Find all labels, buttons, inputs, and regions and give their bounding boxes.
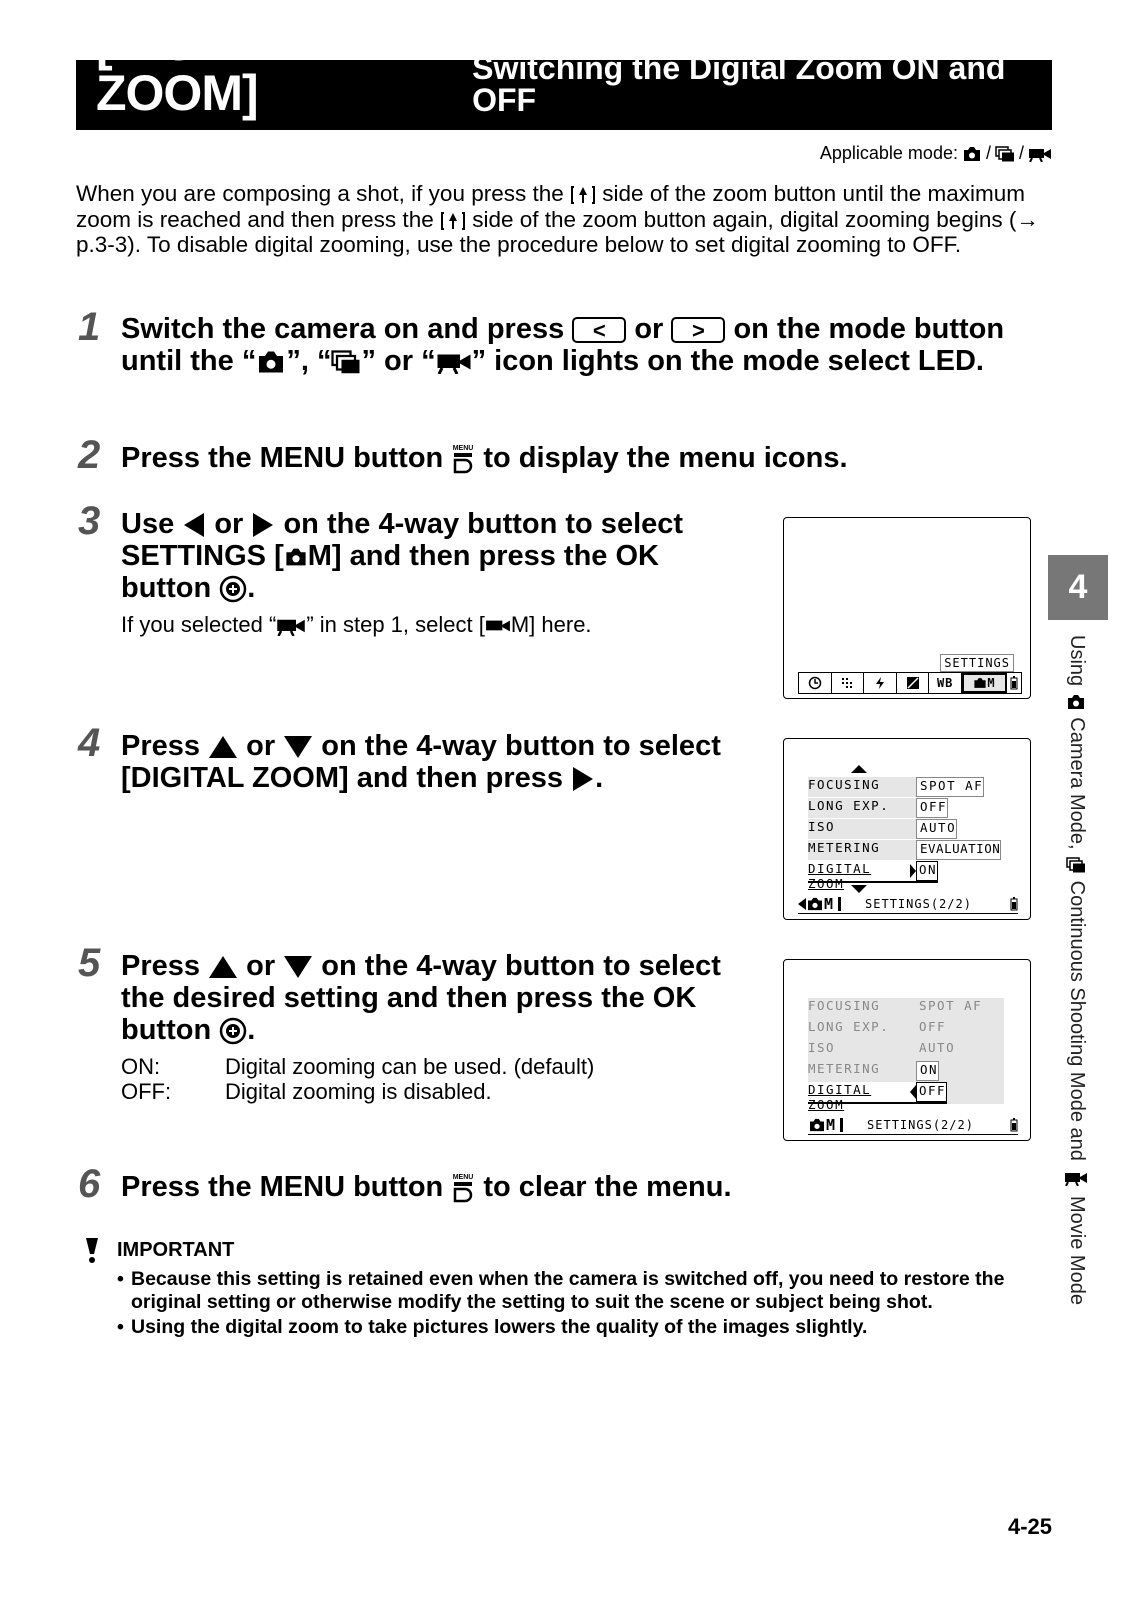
battery-icon	[1010, 1118, 1018, 1132]
step-3-part: .	[247, 572, 256, 604]
bullet: •	[117, 1316, 124, 1338]
step-5-part: .	[247, 1014, 256, 1046]
down-arrow-icon	[283, 955, 313, 979]
settings-page-indicator: SETTINGS(2/2)	[865, 897, 972, 911]
camera-icon	[284, 547, 308, 567]
svg-text:MENU: MENU	[453, 445, 474, 453]
step-1-part: on the mode button until the “	[121, 313, 1005, 377]
settings-menu-list	[808, 777, 1004, 891]
white-balance-icon: WB	[929, 673, 962, 693]
lcd-screen-menu-icons	[783, 517, 1031, 699]
step-2-part: Press the MENU button	[121, 442, 444, 474]
menu-row-label: FOCUSING	[808, 998, 881, 1013]
settings-tab-label: SETTINGS	[940, 654, 1014, 672]
intro-text-2: side of the zoom button until the maximum zoom is reached and then press the	[76, 181, 1026, 232]
divider	[838, 897, 841, 911]
menu-button-icon	[451, 442, 475, 476]
divider	[840, 1118, 843, 1132]
mode-left-button-icon: <	[572, 317, 626, 343]
step-5-options	[121, 1054, 761, 1104]
menu-button-icon	[451, 1171, 475, 1205]
settings-menu-icon	[962, 673, 1007, 693]
menu-row-value: SPOT AF	[919, 998, 983, 1013]
flash-icon	[864, 673, 897, 693]
chapter-tab: 4	[1048, 555, 1108, 620]
step-1-part: ”, “	[286, 345, 332, 377]
settings-menu-list	[808, 998, 1004, 1112]
step-3-number: 3	[78, 499, 101, 543]
step-4-or: or	[246, 730, 276, 762]
scroll-up-icon	[851, 765, 867, 773]
step-1-part: Switch the camera on and press	[121, 313, 565, 345]
step-5-number: 5	[78, 941, 101, 985]
telephoto-zoom-icon	[570, 185, 596, 205]
down-arrow-icon	[283, 735, 313, 759]
step-1-part: ” or “	[361, 345, 436, 377]
menu-row-value: OFF	[916, 1082, 947, 1102]
settings-footer-m: M	[826, 1116, 837, 1134]
intro-text-1: When you are composing a shot, if you press the	[76, 181, 564, 206]
menu-row-value: ON	[916, 1061, 939, 1081]
menu-row-focusing	[808, 998, 982, 1018]
intro-text-3: side of the zoom button again, digital zooming begins (→ p.3-3). To disable digital zooming, use the procedure below to set digital zooming to OFF.	[76, 206, 1039, 257]
step-2-number: 2	[78, 433, 101, 477]
step-3-note-part: M] here.	[510, 612, 592, 637]
settings-footer-m: M	[824, 895, 835, 913]
right-arrow-icon	[571, 766, 595, 792]
slash: /	[985, 143, 991, 163]
step-3-part: M] and then press the OK button	[121, 540, 659, 604]
mode-right-button-icon: >	[671, 317, 725, 343]
menu-row-label: ISO	[808, 819, 916, 839]
up-arrow-icon	[208, 955, 238, 979]
step-3-note-part: If you selected “	[121, 612, 277, 637]
menu-row-label: METERING	[808, 1061, 881, 1076]
chapter-side-text	[1065, 635, 1088, 1305]
menu-icon-strip	[798, 672, 1022, 694]
step-4-number: 4	[78, 721, 101, 765]
telephoto-zoom-icon	[440, 211, 466, 231]
lcd-screen-settings-menu	[783, 738, 1031, 920]
menu-row-digital-zoom	[808, 1082, 947, 1112]
camera-icon	[1066, 694, 1086, 710]
step-4-part: Press	[121, 730, 201, 762]
step-6-text	[121, 1171, 1021, 1205]
menu-row-value: AUTO	[916, 819, 957, 839]
menu-row-digital-zoom	[808, 861, 938, 891]
applicable-mode	[820, 143, 1052, 164]
menu-row-label: DIGITAL ZOOM	[808, 861, 872, 891]
side-text-2: Camera Mode,	[1066, 717, 1088, 850]
step-6-number: 6	[78, 1162, 101, 1206]
camera-icon	[256, 350, 286, 374]
side-text-3: Continuous Shooting Mode and	[1066, 880, 1088, 1161]
ok-button-icon	[219, 575, 247, 603]
page-subtitle: Switching the Digital Zoom ON and OFF	[472, 50, 1006, 118]
intro-paragraph	[76, 181, 1052, 258]
option-off-label: OFF:	[121, 1079, 172, 1104]
continuous-shooting-icon	[1066, 857, 1086, 873]
bullet: •	[117, 1268, 124, 1290]
menu-row-metering	[808, 840, 1001, 860]
step-4-part: .	[595, 762, 604, 794]
camera-icon	[962, 146, 982, 162]
step-3-part: on the 4-way button to select SETTINGS [	[121, 508, 684, 572]
camera-icon	[808, 1118, 826, 1132]
camera-icon	[806, 897, 824, 911]
side-text-4: Movie Mode	[1066, 1196, 1088, 1305]
step-3-or: or	[214, 508, 244, 540]
up-arrow-icon	[208, 735, 238, 759]
step-1-text	[121, 313, 1021, 377]
menu-row-metering	[808, 1061, 939, 1081]
menu-row-long-exp	[808, 798, 948, 818]
left-arrow-icon	[182, 512, 206, 538]
step-6-part: to clear the menu.	[483, 1171, 732, 1203]
menu-row-label: LONG EXP.	[808, 1019, 890, 1034]
left-arrow-icon	[798, 898, 806, 910]
step-2-part: to display the menu icons.	[483, 442, 848, 474]
scroll-down-icon	[851, 885, 867, 893]
menu-row-value: SPOT AF	[916, 777, 984, 797]
settings-menu-footer	[798, 895, 1018, 914]
page-title: [DIGITAL ZOOM]	[96, 15, 301, 121]
important-item	[117, 1268, 1047, 1314]
movie-icon	[485, 617, 511, 635]
menu-row-iso	[808, 1040, 955, 1060]
settings-menu-footer	[808, 1116, 1018, 1135]
step-2-text	[121, 442, 1021, 476]
step-3-part: Use	[121, 508, 175, 540]
page-title-bar	[76, 15, 1052, 130]
option-on	[121, 1054, 761, 1079]
menu-row-value: OFF	[916, 798, 948, 818]
page-number: 4-25	[1007, 1514, 1052, 1539]
side-text-1: Using	[1066, 635, 1088, 687]
chapter-side-label	[1058, 635, 1098, 1375]
step-5-text	[121, 950, 771, 1046]
step-5-part: on the 4-way button to select the desired setting and then press the OK button	[121, 950, 721, 1046]
battery-icon	[1007, 673, 1021, 693]
quality-icon	[832, 673, 865, 693]
important-list	[117, 1268, 1047, 1339]
menu-row-iso	[808, 819, 957, 839]
important-heading: IMPORTANT	[117, 1239, 235, 1261]
menu-row-label: DIGITAL ZOOM	[808, 1082, 872, 1112]
ok-button-icon	[219, 1017, 247, 1045]
step-5-part: Press	[121, 950, 201, 982]
step-4-text	[121, 730, 771, 794]
svg-text:MENU: MENU	[453, 1174, 474, 1182]
step-3-note-part: ” in step 1, select [	[306, 612, 485, 637]
applicable-mode-label: Applicable mode:	[819, 143, 958, 163]
menu-row-label: METERING	[808, 840, 916, 860]
menu-row-value: AUTO	[919, 1040, 956, 1055]
option-on-description: Digital zooming can be used. (default)	[225, 1054, 595, 1079]
step-5-or: or	[246, 950, 276, 982]
step-1-or: or	[634, 313, 664, 345]
right-arrow-icon	[251, 512, 275, 538]
self-timer-icon	[799, 673, 832, 693]
step-4-part: on the 4-way button to select [DIGITAL ZOOM] and then press	[121, 730, 721, 794]
menu-row-label: FOCUSING	[808, 777, 916, 797]
step-3-text	[121, 508, 751, 604]
lcd-screen-digital-zoom-options	[783, 959, 1031, 1141]
menu-row-label: LONG EXP.	[808, 798, 916, 818]
battery-icon	[1010, 897, 1018, 911]
settings-menu-m: M	[987, 676, 996, 690]
menu-row-value: EVALUATION	[916, 840, 1001, 860]
option-on-label: ON:	[121, 1054, 161, 1079]
step-1-part: ” icon lights on the mode select LED.	[471, 345, 984, 377]
menu-row-value: ON	[916, 861, 938, 881]
important-item-text: Using the digital zoom to take pictures lowers the quality of the images slightly.	[131, 1316, 868, 1338]
step-6-part: Press the MENU button	[121, 1171, 444, 1203]
menu-row-focusing	[808, 777, 984, 797]
movie-icon	[1028, 146, 1052, 162]
exposure-icon	[897, 673, 930, 693]
continuous-shooting-icon	[331, 350, 361, 374]
movie-icon	[276, 616, 306, 636]
menu-row-value: OFF	[919, 1019, 947, 1034]
option-off-description: Digital zooming is disabled.	[225, 1079, 492, 1104]
important-item-text: Because this setting is retained even when the camera is switched off, you need to restore the original setting or otherwise modify the setting to suit the scene or subject being shot.	[131, 1268, 1005, 1313]
continuous-shooting-icon	[995, 146, 1015, 162]
option-off	[121, 1079, 761, 1104]
step-1-number: 1	[78, 305, 101, 349]
settings-page-indicator: SETTINGS(2/2)	[867, 1118, 974, 1132]
important-item	[117, 1316, 1047, 1339]
step-3-note	[121, 612, 761, 637]
slash: /	[1018, 143, 1024, 163]
warning-icon	[84, 1236, 100, 1264]
menu-row-long-exp	[808, 1019, 946, 1039]
movie-icon	[436, 350, 472, 374]
menu-row-label: ISO	[808, 1040, 836, 1055]
movie-icon	[1064, 1170, 1088, 1186]
